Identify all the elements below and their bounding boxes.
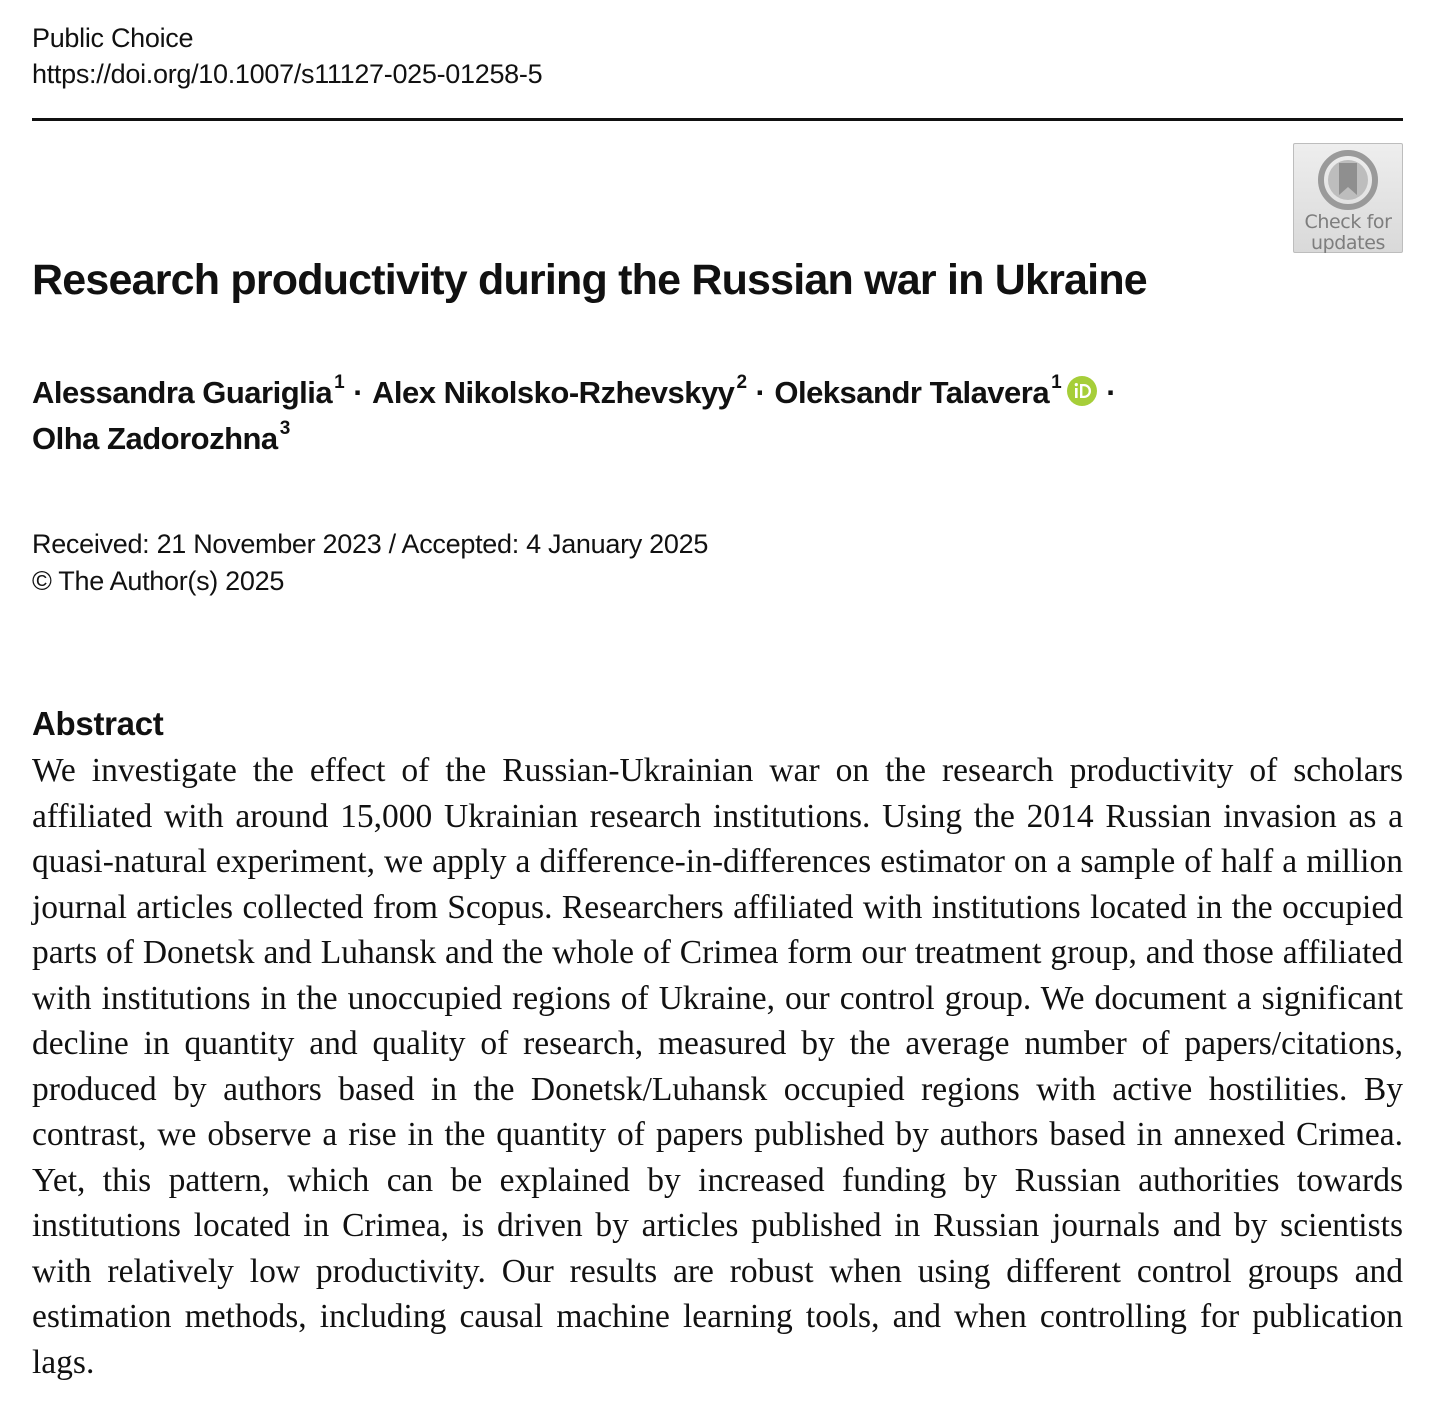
affiliation-marker: 3 (279, 417, 290, 439)
affiliation-marker: 2 (736, 371, 747, 393)
bookmark-circle-icon (1317, 149, 1379, 211)
doi-link[interactable]: https://doi.org/10.1007/s11127-025-01258-5 (32, 59, 543, 89)
author-separator: · (755, 375, 766, 410)
affiliation-marker: 1 (1051, 371, 1062, 393)
received-accepted-dates: Received: 21 November 2023 / Accepted: 4 January 2025 (32, 529, 709, 559)
copyright-notice: © The Author(s) 2025 (32, 566, 285, 596)
journal-name: Public Choice (32, 23, 194, 53)
abstract-heading: Abstract (32, 705, 164, 742)
author-name[interactable]: Alex Nikolsko-Rzhevskyy (372, 375, 735, 410)
orcid-icon[interactable] (1067, 373, 1097, 403)
badge-label-line1: Check for (1304, 211, 1392, 233)
author-separator: · (1106, 375, 1117, 410)
header-rule (32, 118, 1403, 121)
author-name[interactable]: Alessandra Guariglia (32, 375, 333, 410)
publication-dates (32, 526, 708, 600)
abstract-text: We investigate the effect of the Russian-Ukrainian war on the research productivity of scholars affiliated with around 15,000 Ukrainian research institutions. Using the 2014 Russian invasion as a quasi-natural experiment, we apply a difference-in-differences estimator on a sample of half a million journal articles collected from Scopus. Researchers affiliated with institutions located in the occupied parts of Donetsk and Luhansk and the whole of Crimea form our treatment group, and those affiliated with institutions in the unoccupied regions of Ukraine, our control group. We document a significant decline in quantity and quality of research, measured by the average number of papers/citations, produced by authors based in the Donetsk/Luhansk occupied regions with active hostilities. By contrast, we observe a rise in the quantity of papers published by authors based in annexed Crimea. Yet, this pattern, which can be explained by increased funding by Russian authorities towards institutions located in Crimea, is driven by articles published in Russian journals and by scientists with relatively low productivity. Our results are robust when using different control groups and estimation methods, including causal machine learning tools, and when controlling for publication lags. (32, 752, 1403, 1381)
author-list (32, 370, 1403, 462)
article-title: Research productivity during the Russian war in Ukraine (32, 256, 1147, 304)
affiliation-marker: 1 (334, 371, 345, 393)
journal-header (32, 20, 1403, 92)
author-separator: · (353, 375, 364, 410)
author-name[interactable]: Oleksandr Talavera (774, 375, 1050, 410)
article-first-page (32, 20, 1403, 1381)
author-name[interactable]: Olha Zadorozhna (32, 421, 278, 456)
check-for-updates-button[interactable] (1293, 143, 1403, 253)
badge-label-line2: updates (1310, 232, 1386, 254)
